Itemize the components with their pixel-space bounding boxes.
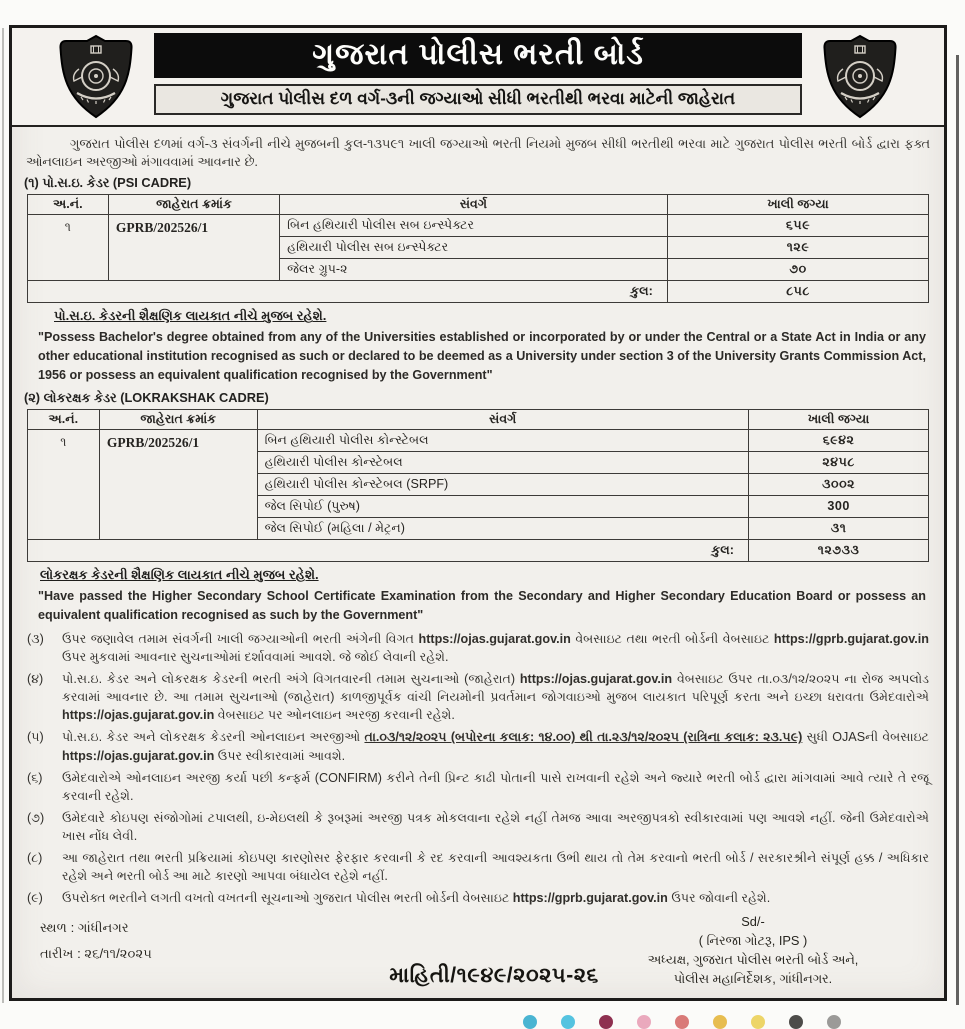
url-text: https://gprb.gujarat.gov.in — [773, 631, 929, 646]
notice-points-list — [24, 630, 932, 908]
point-text — [62, 809, 932, 845]
psi-qualification-heading: પો.સ.ઇ. કેડરની શૈક્ષણિક લાયકાત નીચે મુજબ રહેશે. — [54, 308, 327, 324]
point-number: (૩) — [27, 631, 44, 646]
col-header-vacancy: ખાલી જગ્યા — [748, 409, 928, 429]
url-text: https://ojas.gujarat.gov.in — [418, 631, 571, 646]
col-header-vacancy: ખાલી જગ્યા — [667, 195, 928, 215]
sd-label: Sd/- — [741, 913, 765, 929]
scan-artifact-dot — [523, 1015, 537, 1029]
point-text — [62, 728, 932, 764]
point-text — [62, 630, 932, 666]
scanned-notice-page — [9, 25, 947, 1001]
table-total-row — [27, 281, 929, 303]
scan-artifact-dot — [675, 1015, 689, 1029]
gujarat-police-emblem-right — [814, 33, 906, 121]
psi-qualification-text: "Possess Bachelor's degree obtained from any of the Universities established or incorporated by or under the Central or a State Act in India or any other educational institution recognised as such or declared to be deemed as a University under section 3 of the University Grants Commission Act, 1956 or possess an equivalent qualification recognised by the Government" — [38, 330, 926, 383]
signatory-title-2: પોલીસ મહાનિર્દેશક, ગાંધીનગર. — [673, 971, 833, 987]
table-row — [27, 215, 929, 237]
point-number: (૮) — [27, 851, 43, 866]
scan-edge-artifact-left — [2, 28, 4, 1003]
point-number: (૭) — [27, 810, 45, 825]
police-shield-icon — [55, 33, 137, 121]
post-name-cell: જેલ સિપોઈ (પુરુષ) — [257, 495, 748, 517]
point-number: (૯) — [27, 891, 43, 906]
sr-no-cell: ૧ — [27, 429, 99, 539]
text-segment: વેબસાઇટ પર ઓનલાઇન અરજી કરવાની રહેશે. — [214, 708, 455, 723]
scan-artifact-dot — [751, 1015, 765, 1029]
post-name-cell: હથિયારી પોલીસ કોન્સ્ટેબલ (SRPF) — [257, 473, 748, 495]
lokrakshak-section-label: (૨) લોકરક્ષક કેડર (LOKRAKSHAK CADRE) — [24, 389, 269, 405]
police-shield-icon — [819, 33, 901, 121]
point-number: (૪) — [27, 672, 44, 687]
list-item — [24, 769, 932, 805]
col-header-sr: અ.નં. — [27, 195, 108, 215]
table-row — [27, 429, 929, 451]
vacancy-count-cell: ૩૧ — [748, 517, 928, 539]
list-item — [24, 728, 932, 764]
list-item — [24, 809, 932, 845]
col-header-advt: જાહેરાત ક્રમાંક — [108, 195, 279, 215]
vacancy-count-cell: ૧૨૯ — [667, 237, 928, 259]
vacancy-count-cell: ૩૦૦૨ — [748, 473, 928, 495]
underlined-date-range: તા.૦૩/૧૨/૨૦૨૫ (બપોરના કલાક: ૧૪.૦૦) થી તા.૨૩/૧૨/૨૦૨૫ (રાત્રિના કલાક: ૨૩.૫૯) — [364, 730, 803, 745]
url-text: https://gprb.gujarat.gov.in — [512, 891, 668, 906]
total-label-cell: કુલ: — [27, 539, 748, 561]
text-segment: આ જાહેરાત તથા ભરતી પ્રક્રિયામાં કોઇપણ કારણોસર ફેરફાર કરવાની કે રદ કરવાની આવશ્યકતા ઉભી થાય તો તેમ કરવાનો ભરતી બોર્ડ / સરકારશ્રીને સંપૂર્ણ હક્ક / અધિકાર રહેશે અને ભરતી બોર્ડ આ માટે કારણો આપવા બંધાયેલ રહેશે નહીં. — [62, 851, 929, 884]
total-value-cell: ૧૨૭૩૩ — [748, 539, 928, 561]
post-name-cell: હથિયારી પોલીસ સબ ઇન્સ્પેક્ટર — [280, 237, 668, 259]
text-segment: ઉપર મુકવામાં આવનાર સુચનાઓમાં દર્શાવવામાં આવશે. જે જોઈ લેવાની રહેશે. — [62, 649, 449, 664]
list-item — [24, 630, 932, 666]
intro-paragraph: ગુજરાત પોલીસ દળમાં વર્ગ-૩ સંવર્ગની નીચે મુજબની કુલ-૧૩૫૯૧ ખાલી જગ્યાઓ ભરતી નિયમો મુજબ સીધી ભરતીથી ભરવા માટે ગુજરાત પોલીસ ભરતી બોર્ડ દ્વારા ફક્ત ઓનલાઇન અરજીઓ મંગાવવામાં આવનાર છે. — [26, 136, 930, 170]
text-segment: પો.સ.ઇ. કેડર અને લોકરક્ષક કેડરની ભરતી અંગે વિગતવારની તમામ સુચનાઓ (જાહેરાત) — [62, 672, 520, 687]
point-text — [62, 769, 932, 805]
scan-artifact-dot — [827, 1015, 841, 1029]
scan-artifact-dot — [637, 1015, 651, 1029]
text-segment: ઉમેદવારોએ ઓનલાઇન અરજી કર્યા પછી કન્ફર્મ (CONFIRM) કરીને તેની પ્રિન્ટ કાઢી પોતાની પાસે રાખવાની રહેશે અને જ્યારે ભરતી બોર્ડ દ્વારા માંગવામાં આવે ત્યારે તે રજૂ કરવાની રહેશે. — [62, 770, 929, 803]
point-number: (૬) — [27, 770, 43, 785]
advt-no-cell: GPRB/202526/1 — [108, 215, 279, 281]
cropped-icon-row-artifact — [523, 1015, 841, 1029]
point-text — [62, 849, 932, 885]
col-header-advt: જાહેરાત ક્રમાંક — [99, 409, 257, 429]
advt-no-cell: GPRB/202526/1 — [99, 429, 257, 539]
date-line: તારીખ : ૨૬/૧૧/૨૦૨૫ — [40, 945, 152, 961]
text-segment: વેબસાઇટ તથા ભરતી બોર્ડની વેબસાઇટ — [570, 631, 774, 646]
text-segment: ઉપર સ્વીકારવામાં આવશે. — [214, 748, 346, 763]
scan-artifact-dot — [561, 1015, 575, 1029]
lokrakshak-qualification-text: "Have passed the Higher Secondary School Certificate Examination from the Secondary and Higher Secondary Education Board or possess an equivalent qualification recognised as such by the Government" — [38, 588, 926, 622]
vacancy-count-cell: ૬૯૪૨ — [748, 429, 928, 451]
table-header-row — [27, 195, 929, 215]
url-text: https://ojas.gujarat.gov.in — [519, 672, 673, 687]
post-name-cell: બિન હથિયારી પોલીસ કોન્સ્ટેબલ — [257, 429, 748, 451]
post-name-cell: હથિયારી પોલીસ કોન્સ્ટેબલ — [257, 451, 748, 473]
url-text: https://ojas.gujarat.gov.in — [62, 708, 215, 723]
col-header-cadre: સંવર્ગ — [280, 195, 668, 215]
point-text — [62, 670, 932, 724]
post-name-cell: બિન હથિયારી પોલીસ સબ ઇન્સ્પેક્ટર — [280, 215, 668, 237]
reference-number: માહિતી/૧૯૪૯/૨૦૨૫-૨૬ — [389, 963, 599, 987]
lokrakshak-qualification-heading: લોકરક્ષક કેડરની શૈક્ષણિક લાયકાત નીચે મુજબ રહેશે. — [40, 566, 319, 582]
page-title: ગુજરાત પોલીસ ભરતી બોર્ડ — [154, 33, 802, 78]
notice-body — [12, 127, 944, 1001]
total-label-cell: કુલ: — [27, 281, 667, 303]
page-subtitle: ગુજરાત પોલીસ દળ વર્ગ-૩ની જગ્યાઓ સીધી ભરતીથી ભરવા માટેની જાહેરાત — [154, 84, 802, 115]
vacancy-count-cell: ૨૪૫૮ — [748, 451, 928, 473]
list-item — [24, 889, 932, 907]
table-header-row — [27, 409, 929, 429]
vacancy-count-cell: 300 — [748, 495, 928, 517]
point-number: (૫) — [27, 730, 44, 745]
signatory-name: ( નિરજા ગોટરૂ, IPS ) — [698, 932, 808, 948]
gujarat-police-emblem-left — [50, 33, 142, 121]
post-name-cell: જેલ સિપોઈ (મહિલા / મેટ્રન) — [257, 517, 748, 539]
col-header-sr: અ.નં. — [27, 409, 99, 429]
point-text — [62, 889, 932, 907]
scan-edge-artifact-right — [956, 55, 959, 1005]
text-segment: ઉપરોક્ત ભરતીને લગતી વખતો વખતની સૂચનાઓ ગુજરાત પોલીસ ભરતી બોર્ડની વેબસાઇટ — [62, 891, 513, 906]
sr-no-cell: ૧ — [27, 215, 108, 281]
text-segment: વેબસાઇટ ઉપર તા.૦૩/૧૨/૨૦૨૫ ના રોજ અપલોડ કરવામાં આવનાર છે. આ તમામ સુચનાઓ (જાહેરાત) કાળજીપૂર્વક વાંચી નિયમોની પ્રવર્તમાન જોગવાઇઓ મુજબ લાયકાત પરિપૂર્ણ કરતા અને ઇચ્છા ધરાવતા ઉમેદવારોએ — [62, 672, 930, 705]
text-segment: સુધી OJASની વેબસાઇટ — [802, 730, 929, 745]
lokrakshak-vacancy-table — [27, 409, 930, 562]
scan-artifact-dot — [789, 1015, 803, 1029]
header — [12, 28, 944, 127]
signatory-title-1: અધ્યક્ષ, ગુજરાત પોલીસ ભરતી બોર્ડ અને, — [647, 951, 859, 967]
notice-footer — [24, 912, 932, 1001]
scan-artifact-dot — [713, 1015, 727, 1029]
total-value-cell: ૮૫૮ — [667, 281, 928, 303]
place-line: સ્થળ : ગાંધીનગર — [40, 919, 129, 935]
psi-section-label: (૧) પો.સ.ઇ. કેડર (PSI CADRE) — [24, 175, 192, 191]
text-segment: ઉમેદવારે કોઇપણ સંજોગોમાં ટપાલથી, ઇ-મેઇલથી કે રૂબરૂમાં અરજી પત્રક મોકલવાના રહેશે નહીં તેમજ આવા અરજીપત્રકો સ્વીકારવામાં પણ આવશે નહીં. જેની ઉમેદવારોએ ખાસ નોંધ લેવી. — [62, 810, 929, 844]
col-header-cadre: સંવર્ગ — [257, 409, 748, 429]
psi-vacancy-table — [27, 194, 930, 303]
text-segment: ઉપર જોવાની રહેશે. — [667, 891, 771, 906]
post-name-cell: જેલર ગ્રુપ-૨ — [280, 259, 668, 281]
text-segment: ઉપર જણાવેલ તમામ સંવર્ગની ખાલી જગ્યાઓની ભરતી અંગેની વિગત — [62, 631, 419, 646]
list-item — [24, 849, 932, 885]
scan-artifact-dot — [599, 1015, 613, 1029]
list-item — [24, 670, 932, 724]
vacancy-count-cell: ૬૫૯ — [667, 215, 928, 237]
table-total-row — [27, 539, 929, 561]
url-text: https://ojas.gujarat.gov.in — [62, 748, 215, 763]
header-title-block — [154, 33, 802, 121]
text-segment: પો.સ.ઇ. કેડર અને લોકરક્ષક કેડરની ઓનલાઇન અરજીઓ — [62, 730, 365, 745]
vacancy-count-cell: ૭૦ — [667, 259, 928, 281]
